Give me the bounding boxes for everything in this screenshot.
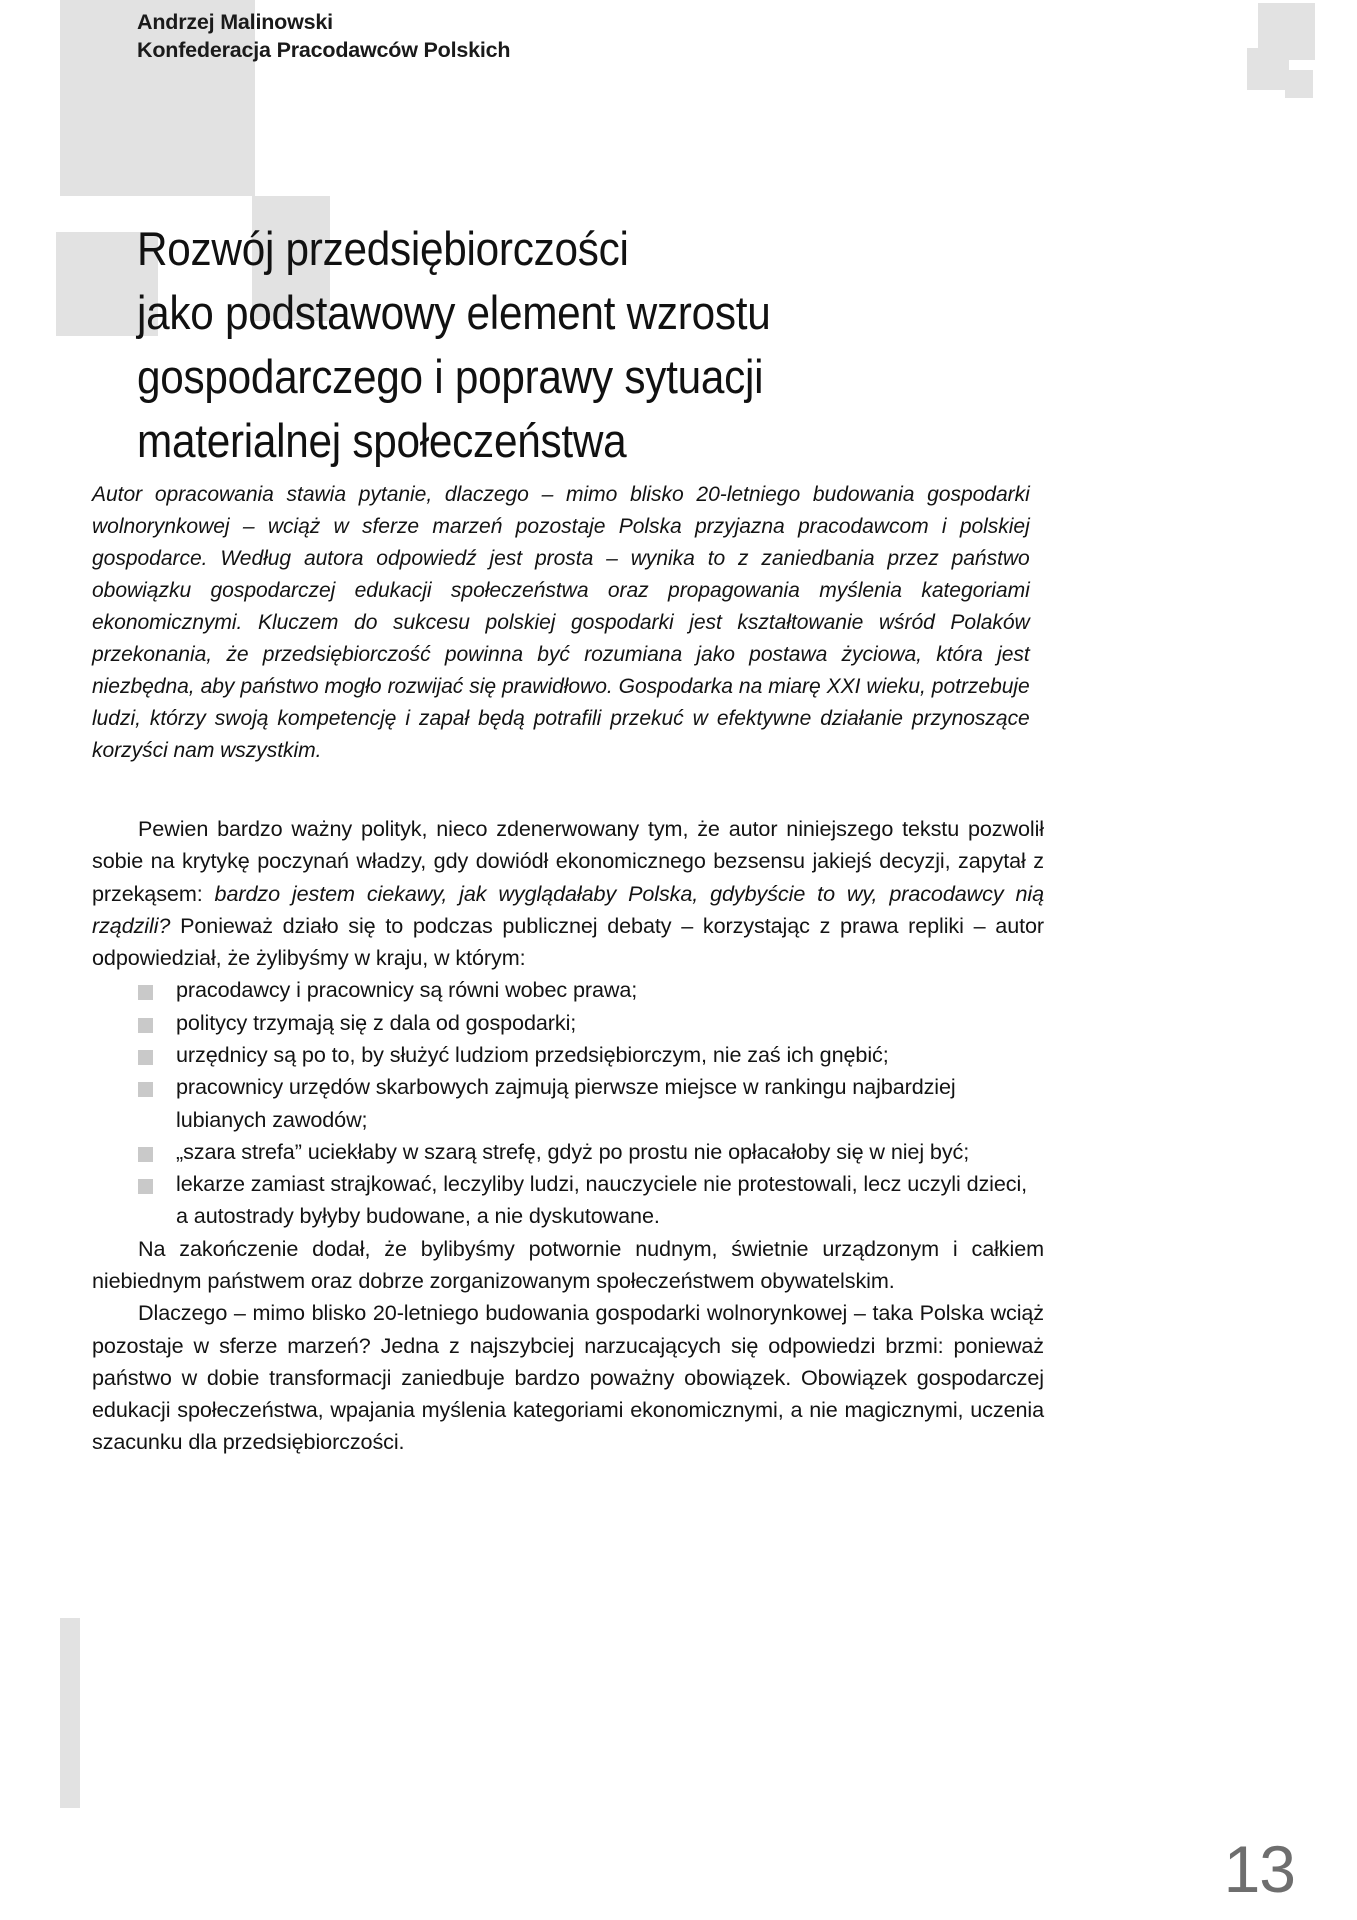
decorative-bar-bottom-left: [60, 1618, 80, 1808]
title-line-1: Rozwój przedsiębiorczości: [137, 222, 629, 276]
body-paragraph-3: Dlaczego – mimo blisko 20-letniego budowania gospodarki wolnorynkowej – taka Polska wciąż pozostaje w sferze marzeń? Jedna z najszybciej narzucających się odpowiedzi brzmi: ponieważ państwo w dobie transformacji zaniedbuje bardzo poważny obowiązek. Obowiązek gospodarczej edukacji społeczeństwa, wpajania myślenia kategoriami ekonomicznymi, a nie magicznymi, uczenia szacunku dla przedsiębiorczości.: [92, 1300, 1044, 1455]
title-line-3: gospodarczego i poprawy sytuacji: [137, 350, 764, 404]
abstract-text: Autor opracowania stawia pytanie, dlaczego – mimo blisko 20-letniego budowania gospodarki wolnorynkowej – wciąż w sferze marzeń pozostaje Polska przyjazna pracodawcom i polskiej gospodarce. Według autora odpowiedź jest prosta – wynika to z zaniedbania przez państwo obowiązku gospodarczej edukacji społeczeństwa oraz propagowania myślenia kategoriami ekonomicznymi. Kluczem do sukcesu polskiej gospodarki jest kształtowanie wśród Polaków przekonania, że przedsiębiorczość powinna być rozumiana jako postawa życiowa, która jest niezbędna, aby państwo mogło rozwijać się prawidłowo. Gospodarka na miarę XXI wieku, potrzebuje ludzi, którzy swoją kompetencję i zapał będą potrafili przekuć w efektywne działanie przynoszące korzyści nam wszystkim.: [92, 482, 1030, 762]
article-body: [92, 813, 1044, 1459]
decorative-square-top-right-small: [1285, 70, 1313, 98]
page-number: 13: [1223, 1832, 1295, 1906]
body-paragraph-1: [92, 813, 1044, 974]
list-item: „szara strefa” uciekłaby w szarą strefę, gdyż po prostu nie opłacałoby się w niej być;: [92, 1136, 1044, 1168]
body-paragraph-1-quote: bardzo jestem ciekawy, jak wyglądałaby Polska, gdybyście to wy, pracodawcy nią rządzili?: [92, 880, 1044, 938]
list-item: urzędnicy są po to, by służyć ludziom przedsiębiorczym, nie zaś ich gnębić;: [92, 1039, 1044, 1071]
list-item: politycy trzymają się z dala od gospodarki;: [92, 1007, 1044, 1039]
title-line-4: materialnej społeczeństwa: [137, 414, 627, 468]
title-line-2: jako podstawowy element wzrostu: [137, 286, 771, 340]
body-paragraph-1-part-1: Pewien bardzo ważny polityk, nieco zdenerwowany tym, że autor niniejszego tekstu pozwolił sobie na krytykę poczynań władzy, gdy dowiódł ekonomicznego bezsensu jakiejś decyzji, zapytał z przekąsem:: [92, 816, 1044, 906]
author-block: [137, 8, 510, 65]
page-title: [137, 217, 884, 473]
author-name: Andrzej Malinowski: [137, 10, 333, 34]
body-paragraph-1-part-2: Ponieważ działo się to podczas publicznej debaty – korzystając z prawa repliki – autor odpowiedział, że żylibyśmy w kraju, w którym:: [92, 912, 1044, 971]
author-affiliation: Konfederacja Pracodawców Polskich: [137, 38, 511, 63]
body-paragraph-2: Na zakończenie dodał, że bylibyśmy potwornie nudnym, świetnie urządzonym i całkiem niebiednym państwem oraz dobrze zorganizowanym społeczeństwem obywatelskim.: [92, 1235, 1044, 1293]
list-item: pracodawcy i pracownicy są równi wobec prawa;: [92, 974, 1044, 1006]
conditions-list: [92, 974, 1044, 1232]
decorative-square-top-right-medium: [1247, 48, 1289, 90]
list-item: lekarze zamiast strajkować, leczyliby ludzi, nauczyciele nie protestowali, lecz uczyli dzieci, a autostrady byłyby budowane, a nie dyskutowane.: [92, 1168, 1044, 1233]
list-item: pracownicy urzędów skarbowych zajmują pierwsze miejsce w rankingu najbardziej lubianych zawodów;: [92, 1071, 1044, 1136]
